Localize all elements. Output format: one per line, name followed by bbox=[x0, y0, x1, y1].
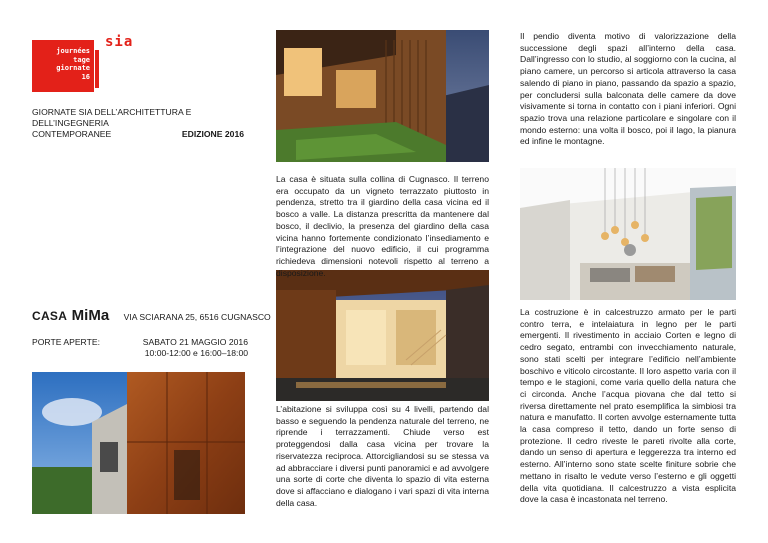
photo-corten-facade-image bbox=[32, 372, 245, 514]
photo-house-lawn bbox=[276, 30, 489, 162]
edition-label: EDIZIONE 2016 bbox=[181, 129, 244, 139]
text-block-levels bbox=[276, 404, 489, 509]
paragraph-construction: La costruzione è in calcestruzzo armato per le parti contro terra, e intelaiatura in legno per le parti emergenti. Il rivestimento in acciaio Corten e legno di cedro segato, entrambi con invecchiamento naturale, sono stati scelti per integrare l’edificio nell’ambiente boschivo e viticolo circostante. Il loro aspetto varia con il tempo e le stagioni, come varia quello della natura che ci circonda. Anche l’acqua piovana che dal tetto si riversa direttamente nel prato esemplifica la simbiosi tra natura e manufatto. Il corten avvolge esternamente tutta la casa compreso il tetto, dando un forte senso di protezione. Il cedro riveste le pareti rivolte alla corte, dando un senso di apertura e leggerezza tra interno ed esterno. All’interno sono state scelte finiture sobrie che mettano in risalto le vedute verso l’esterno e gli oggetti della vita quotidiana. Il calcestruzzo a vista esplicita dove la casa è incastonata nel terreno. bbox=[520, 307, 736, 505]
photo-house-lawn-image bbox=[276, 30, 489, 162]
project-name-prefix: CASA bbox=[32, 309, 68, 323]
photo-night-courtyard-image bbox=[276, 270, 489, 401]
photo-interior-lights bbox=[520, 168, 736, 300]
project-title bbox=[32, 307, 271, 325]
paragraph-site: La casa è situata sulla collina di Cugnasco. Il terreno era occupato da un vigneto terrazzato piuttosto in pendenza, stretto tra il giardino della casa vicina ed il bosco a valle. La distanza prescritta da mantenere dal bosco, il declivio, la presenza del giardino della casa vicina hanno fortemente condizionato l’insediamento e l’integrazione del nuovo edificio, il cui programma richiedeva dimensioni notevoli rispetto al terreno a disposizione. bbox=[276, 174, 489, 278]
text-block-site bbox=[276, 174, 489, 279]
project-address: VIA SCIARANA 25, 6516 CUGNASCO bbox=[123, 312, 271, 322]
open-hours: 10:00-12:00 e 16:00–18:00 bbox=[144, 348, 248, 358]
open-doors-schedule bbox=[120, 337, 248, 359]
paragraph-slope: Il pendio diventa motivo di valorizzazione della successione degli spazi all’interno della casa. Dall’ingresso con lo studio, al soggiorno con la cucina, al piano camere, un percorso si articola attraverso la casa salendo di piano in piano, passando da spazio a spazio, per concludersi sulla balconata delle camere da dove visivamente si torna in contatto con i piani inferiori. Ogni spazio trova una relazione particolare e singolare con il mondo esterno: una volta il bosco, poi il lago, la pianura ed infine le montagne. bbox=[520, 31, 736, 147]
logo-text: journées tage giornate 16 bbox=[56, 47, 90, 81]
event-header bbox=[32, 107, 244, 140]
logo-brand: sia bbox=[105, 34, 134, 50]
event-subtitle: CONTEMPORANEE bbox=[32, 129, 112, 139]
photo-interior-lights-image bbox=[520, 168, 736, 300]
photo-corten-facade bbox=[32, 372, 245, 514]
logo-bar bbox=[95, 50, 99, 88]
event-title: GIORNATE SIA DELL’ARCHITETTURA E DELL’INGEGNERIA bbox=[32, 107, 192, 128]
open-date: SABATO 21 MAGGIO 2016 bbox=[142, 337, 248, 347]
text-block-construction bbox=[520, 307, 736, 506]
text-block-slope bbox=[520, 31, 736, 148]
photo-night-courtyard bbox=[276, 270, 489, 401]
paragraph-levels: L’abitazione si sviluppa così su 4 livelli, partendo dal basso e seguendo la pendenza naturale del terreno, ne riprende i terrazzamenti. Chiude verso est proteggendosi dalla casa vicina per trovare la riservatezza reciproca. Attorcigliandosi su se stessa va ad abbracciare i diversi punti panoramici e ad avvolgere una sorte di corte che diventa lo spazio di vita esterna dove si affacciano e dialogano i vari spazi di vita interna della casa. bbox=[276, 404, 489, 508]
open-doors-label: PORTE APERTE: bbox=[32, 337, 100, 347]
project-name: MiMa bbox=[71, 307, 110, 324]
sia-logo bbox=[32, 40, 94, 92]
